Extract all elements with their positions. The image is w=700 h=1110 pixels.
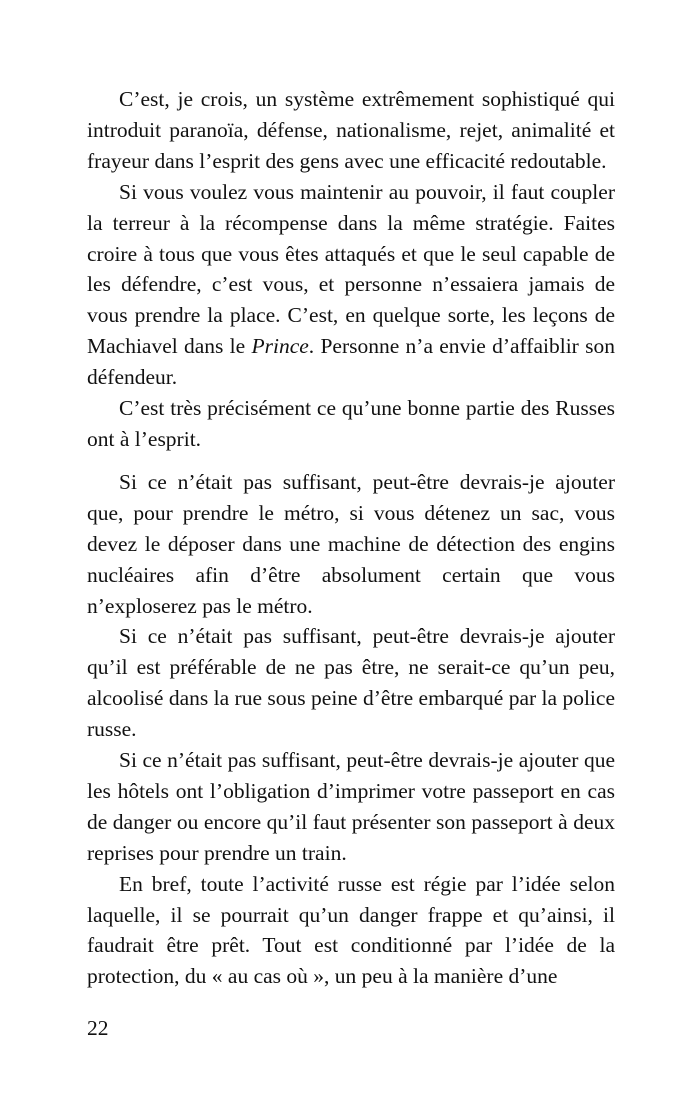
- paragraph-7: En bref, toute l’activité russe est régie par l’idée selon laquelle, il se pourrait qu’un danger frappe et qu’ainsi, il faudrait être prêt. Tout est conditionné par l’idée de la protection, du « au cas où », un peu à la manière d’une: [87, 871, 615, 989]
- paragraph-1: C’est, je crois, un système extrêmement sophistiqué qui introduit paranoïa, défense, nationalisme, rejet, animalité et frayeur dans l’esprit des gens avec une efficacité redoutable.: [87, 87, 615, 173]
- paragraph-6: Si ce n’était pas suffisant, peut-être devrais-je ajouter que les hôtels ont l’obligation d’imprimer votre passeport en cas de danger ou encore qu’il faut présenter son passeport à deux reprises pour prendre un train.: [87, 748, 615, 865]
- paragraph-3: C’est très précisément ce qu’une bonne partie des Russes ont à l’esprit.: [87, 396, 615, 451]
- paragraph-2: [87, 177, 615, 393]
- page-number: 22: [87, 1016, 109, 1040]
- paragraph-5: Si ce n’était pas suffisant, peut-être devrais-je ajouter qu’il est préférable de ne pas être, ne serait-ce qu’un peu, alcoolisé dans la rue sous peine d’être embarqué par la police russe.: [87, 624, 615, 742]
- italic-title-prince: Prince: [251, 334, 309, 359]
- paragraph-2-text: Si vous voulez vous maintenir au pouvoir, il faut coupler la terreur à la récompense dans la même stratégie. Faites croire à tous que vous êtes attaqués et que le seul capable de les défendre, c’est vous, et personne n’essaiera jamais de vous prendre la place. C’est, en quelque sorte, les leçons de Machiavel dans le: [87, 179, 615, 359]
- body-text: [87, 84, 615, 992]
- paragraph-4: Si ce n’était pas suffisant, peut-être devrais-je ajouter que, pour prendre le métro, si vous détenez un sac, vous devez le déposer dans une machine de détection des engins nucléaires afin d’être absolument certain que vous n’exploserez pas le métro.: [87, 469, 615, 618]
- paragraph-2-text-end: . Personne n’a envie d’affaiblir son défendeur.: [87, 334, 615, 390]
